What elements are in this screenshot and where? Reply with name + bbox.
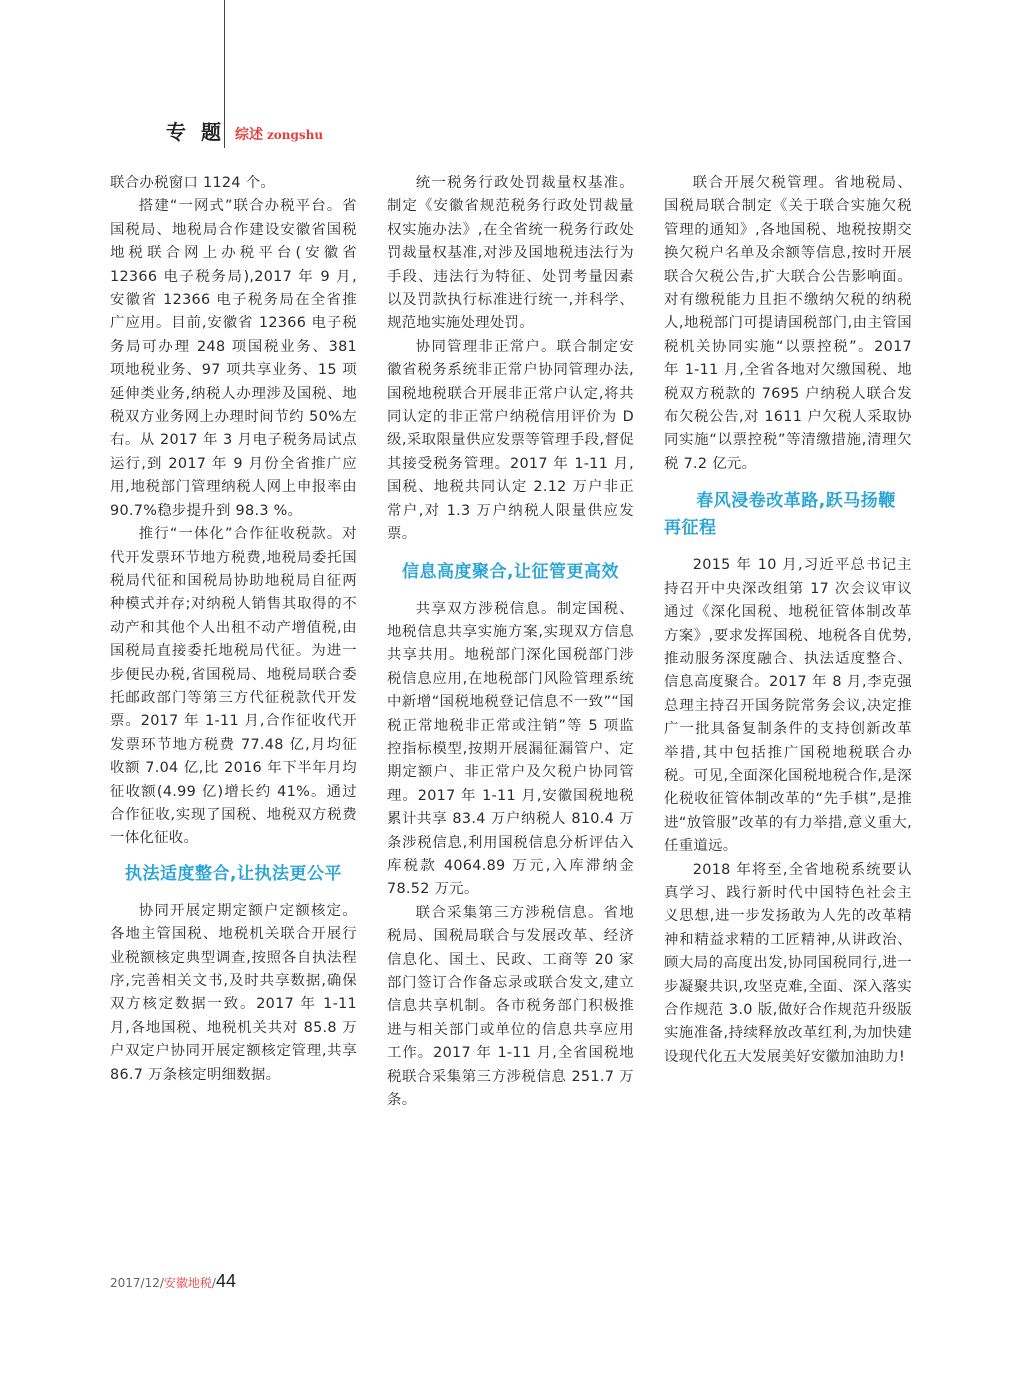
paragraph: 协同开展定期定额户定额核定。各地主管国税、地税机关联合开展行业税额核定典型调查,按照各自执法程序,完善相关文书,及时共享数据,确保双方核定数据一致。2017 年 1-11 月,各地国税、地税机关共对 85.8 万户双定户协同开展定额核定管理,共享 86.7 万条核定明细数据。 bbox=[110, 902, 357, 1083]
page-footer bbox=[110, 1271, 236, 1292]
subsection-title-en: zongshu bbox=[266, 128, 324, 142]
paragraph: 联合采集第三方涉税信息。省地税局、国税局联合与发展改革、经济信息化、国土、民政、工商等 20 家部门签订合作备忘录或联合发文,建立信息共享机制。各市税务部门积极推进与相关部门或单位的信息共享应用工作。2017 年 1-11 月,全省国税地税联合采集第三方涉税信息 251.7 万条。 bbox=[387, 904, 634, 1109]
page-number: 44 bbox=[215, 1271, 236, 1291]
paragraph: 协同管理非正常户。联合制定安徽省税务系统非正常户协同管理办法,国税地税联合开展非正常户认定,将共同认定的非正常户纳税信用评价为 D 级,采取限量供应发票等管理手段,督促其接受税务管理。2017 年 1-11 月,国税、地税共同认定 2.12 万户非正常户,对 1.3 万户纳税人限量供应发票。 bbox=[387, 338, 634, 543]
section-heading: 信息高度聚合,让征管更高效 bbox=[402, 561, 619, 582]
footer-date: 2017/12/ bbox=[110, 1276, 164, 1290]
column-2 bbox=[387, 172, 634, 1112]
subsection-title: 综述 bbox=[234, 127, 263, 143]
paragraph: 联合开展欠税管理。省地税局、国税局联合制定《关于联合实施欠税管理的通知》,各地国税、地税按期交换欠税户名单及余额等信息,按时开展联合欠税公告,扩大联合公告影响面。对有缴税能力且拒不缴纳欠税的纳税人,地税部门可提请国税部门,由主管国税机关协同实施“以票控税”。2017 年 1-11 月,全省各地对欠缴国税、地税双方税款的 7695 户纳税人联合发布欠税公告,对 1611 户欠税人采取协同实施“以票控税”等清缴措施,清理欠税 7.2 亿元。 bbox=[664, 175, 912, 472]
paragraph: 联合办税窗口 1124 个。 bbox=[110, 175, 276, 191]
section-title: 专 题 bbox=[166, 120, 225, 144]
column-3 bbox=[664, 172, 912, 1069]
section-heading: 春风浸卷改革路,跃马扬鞭再征程 bbox=[664, 491, 896, 539]
paragraph: 推行“一体化”合作征收税款。对代开发票环节地方税费,地税局委托国税局代征和国税局协助地税局自征两种模式并存;对纳税人销售其取得的不动产和其他个人出租不动产增值税,由国税局直接委托地税局代征。为进一步便民办税,省国税局、地税局联合委托邮政部门等第三方代征税款代开发票。2017 年 1-11 月,合作征收代开发票环节地方税费 77.48 亿,月均征收额 7.04 亿,比 2016 年下半年月均征收额(4.99 亿)增长约 41%。通过合作征收,实现了国税、地税双方税费一体化征收。 bbox=[110, 526, 357, 847]
paragraph: 2018 年将至,全省地税系统要认真学习、践行新时代中国特色社会主义思想,进一步发扬敢为人先的改革精神和精益求精的工匠精神,从讲政治、顾大局的高度出发,协同国税同行,进一步凝聚共识,攻坚克难,全面、深入落实合作规范 3.0 版,做好合作规范升级版实施准备,持续释放改革红利,为加快建设现代化五大发展美好安徽加油助力! bbox=[664, 861, 912, 1065]
paragraph: 搭建“一网式”联合办税平台。省国税局、地税局合作建设安徽省国税地税联合网上办税平台(安徽省 12366 电子税务局),2017 年 9 月,安徽省 12366 电子税务局在全省推广应用。目前,安徽省 12366 电子税务局可办理 248 项国税业务、381 项地税业务、97 项共享业务、15 项延伸类业务,纳税人办理涉及国税、地税双方业务网上办理时间节约 50%左右。从 2017 年 3 月电子税务局试点运行,到 2017 年 9 月份全省推广应用,地税部门管理纳税人网上申报率由 90.7%稳步提升到 98.3 %。 bbox=[110, 198, 357, 519]
section-heading: 执法适度整合,让执法更公平 bbox=[125, 863, 342, 884]
column-1 bbox=[110, 172, 357, 1087]
paragraph: 统一税务行政处罚裁量权基准。制定《安徽省规范税务行政处罚裁量权实施办法》,在全省统一税务行政处罚裁量权基准,对涉及国地税违法行为手段、违法行为特征、处罚考量因素以及罚款执行标准进行统一,并科学、规范地实施处理处罚。 bbox=[387, 175, 634, 332]
paragraph: 共享双方涉税信息。制定国税、地税信息共享实施方案,实现双方信息共享共用。地税部门深化国税部门涉税信息应用,在地税部门风险管理系统中新增“国税地税登记信息不一致”“国税正常地税非正常或注销”等 5 项监控指标模型,按期开展漏征漏管户、定期定额户、非正常户及欠税户协同管理。2017 年 1-11 月,安徽国税地税累计共享 83.4 万户纳税人 810.4 万条涉税信息,利用国税信息分析评估入库税款 4064.89 万元,入库滞纳金 78.52 万元。 bbox=[387, 600, 634, 898]
footer-separator: / bbox=[211, 1276, 216, 1290]
footer-magazine: 安徽地税 bbox=[163, 1276, 212, 1290]
page-header bbox=[166, 116, 323, 146]
paragraph: 2015 年 10 月,习近平总书记主持召开中央深改组第 17 次会议审议通过《深化国税、地税征管体制改革方案》,要求发挥国税、地税各自优势,推动服务深度融合、执法适度整合、信息高度聚合。2017 年 8 月,李克强总理主持召开国务院常务会议,决定推广一批具备复制条件的支持创新改革举措,其中包括推广国税地税联合办税。可见,全面深化国税地税合作,是深化税收征管体制改革的“先手棋”,是推进“放管服”改革的有力举措,意义重大,任重道远。 bbox=[664, 557, 912, 855]
